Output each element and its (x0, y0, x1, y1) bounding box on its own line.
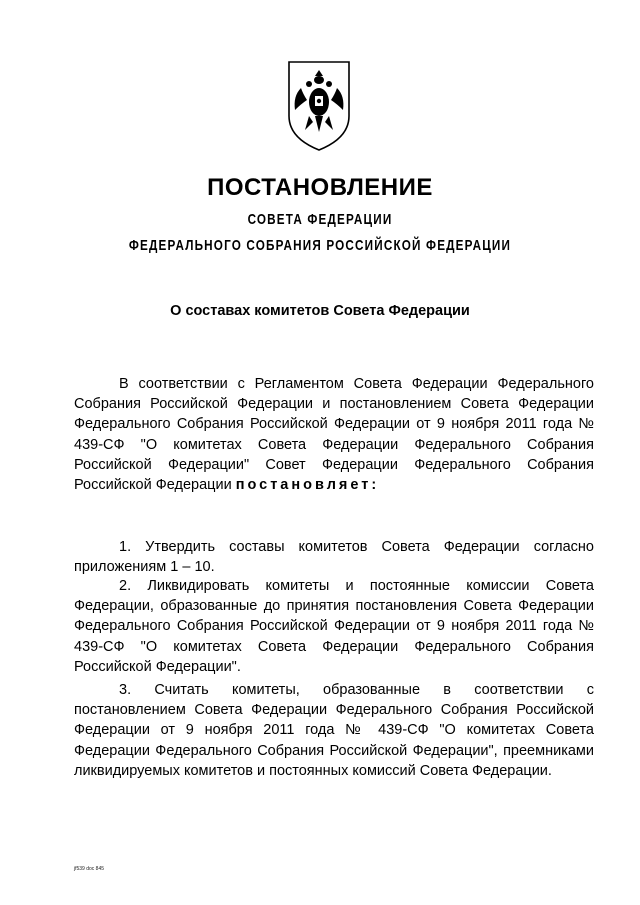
resolution-verb: постановляет: (235, 477, 380, 494)
resolution-item-1: 1. Утвердить составы комитетов Совета Федерации согласно приложениям 1 – 10. (74, 539, 594, 576)
preamble-paragraph (74, 374, 594, 495)
document-subject: О составах комитетов Совета Федерации (170, 303, 470, 319)
file-reference: jf539 doc 845 (74, 866, 105, 872)
issuer-line-1: СОВЕТА ФЕДЕРАЦИИ (247, 211, 393, 228)
resolution-item-2: 2. Ликвидировать комитеты и постоянные комиссии Совета Федерации, образованные до принятия постановления Совета Федерации Федерального Собрания Российской Федерации от 9 ноября 2011 года № 439-СФ "О комитетах Совета Федерации Федерального Собрания Российской Федерации". (74, 578, 594, 675)
preamble-text: В соответствии с Регламентом Совета Федерации Федерального Собрания Российской Федерации и постановлением Совета Федерации Федерального Собрания Российской Федерации от 9 ноября 2011 года № 439-СФ "О комитетах Совета Федерации Федерального Собрания Российской Федерации" Совет Федерации Федерального Собрания Российской Федерации (74, 376, 594, 494)
document-title: ПОСТАНОВЛЕНИЕ (207, 174, 433, 201)
resolution-item-3: 3. Считать комитеты, образованные в соответствии с постановлением Совета Федерации Федерального Собрания Российской Федерации от 9 ноября 2011 года № 439-СФ "О комитетах Совета Федерации Федерального Собрания Российской Федерации", преемниками ликвидируемых комитетов и постоянных комиссий Совета Федерации. (74, 682, 594, 779)
coat-of-arms-icon (279, 58, 359, 154)
issuer-line-2: ФЕДЕРАЛЬНОГО СОБРАНИЯ РОССИЙСКОЙ ФЕДЕРАЦИИ (128, 237, 512, 254)
